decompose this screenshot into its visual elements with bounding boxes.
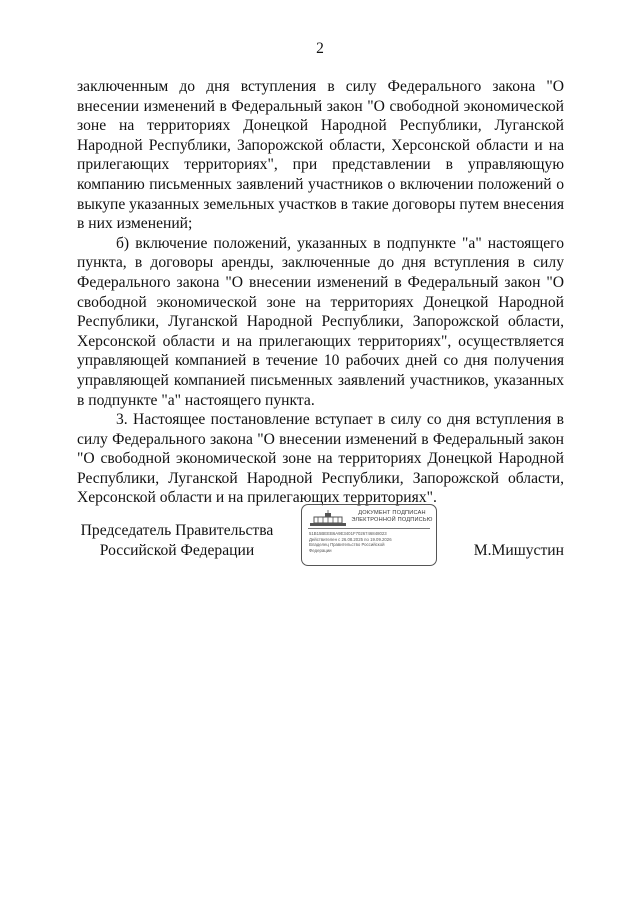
paragraph-continuation: заключенным до дня вступления в силу Федерального закона "О внесении изменений в Федеральный закон "О свободной экономической зоне на территориях Донецкой Народной Республики, Луганской Народной Республики, Запорожской области, Херсонской области и на прилегающих территориях", при представлении в управляющую компанию письменных заявлений участников о включении положений о выкупе указанных земельных участков в такие договоры путем внесения в них изменений; (77, 78, 564, 233)
stamp-issuer-line-2: Федерации (309, 547, 332, 553)
signer-title-line-1: Председатель Правительства (80, 522, 274, 539)
document-body (77, 77, 564, 508)
electronic-signature-stamp (301, 504, 437, 566)
stamp-divider (308, 528, 430, 529)
stamp-heading (348, 510, 436, 524)
stamp-validity: Действителен с 26.08.2025 по 19.09.2026 (309, 536, 392, 542)
stamp-certificate: 51B15BEEB6A9E3401F7026746848023 (309, 531, 387, 536)
signature-block (0, 504, 640, 574)
stamp-heading-line-1: ДОКУМЕНТ ПОДПИСАН (358, 510, 426, 516)
signer-name: М.Мишустин (473, 542, 564, 559)
signer-title-line-2: Российской Федерации (99, 541, 255, 559)
signer-title (77, 521, 277, 560)
government-building-icon (308, 510, 348, 528)
stamp-issuer-line-1: Владелец Правительство Российской (309, 542, 385, 548)
paragraph-subitem-b: б) включение положений, указанных в подпункте "а" настоящего пункта, в договоры аренды, заключенные до дня вступления в силу Федерального закона "О внесении изменений в Федеральный закон "О свободной экономической зоне на территориях Донецкой Народной Республики, Луганской Народной Республики, Запорожской области, Херсонской области и на прилегающих территориях", осуществляется управляющей компанией в течение 10 рабочих дней со дня получения управляющей компанией письменных заявлений участников, указанных в подпункте "а" настоящего пункта. (77, 234, 564, 409)
paragraph-item-3: 3. Настоящее постановление вступает в силу со дня вступления в силу Федерального закона "О внесении изменений в Федеральный закон "О свободной экономической зоне на территориях Донецкой Народной Республики, Луганской Народной Республики, Запорожской области, Херсонской области и на прилегающих территориях". (77, 411, 564, 507)
stamp-details (309, 531, 433, 553)
stamp-heading-line-2: ЭЛЕКТРОННОЙ ПОДПИСЬЮ (351, 517, 433, 523)
page-number: 2 (316, 40, 324, 57)
